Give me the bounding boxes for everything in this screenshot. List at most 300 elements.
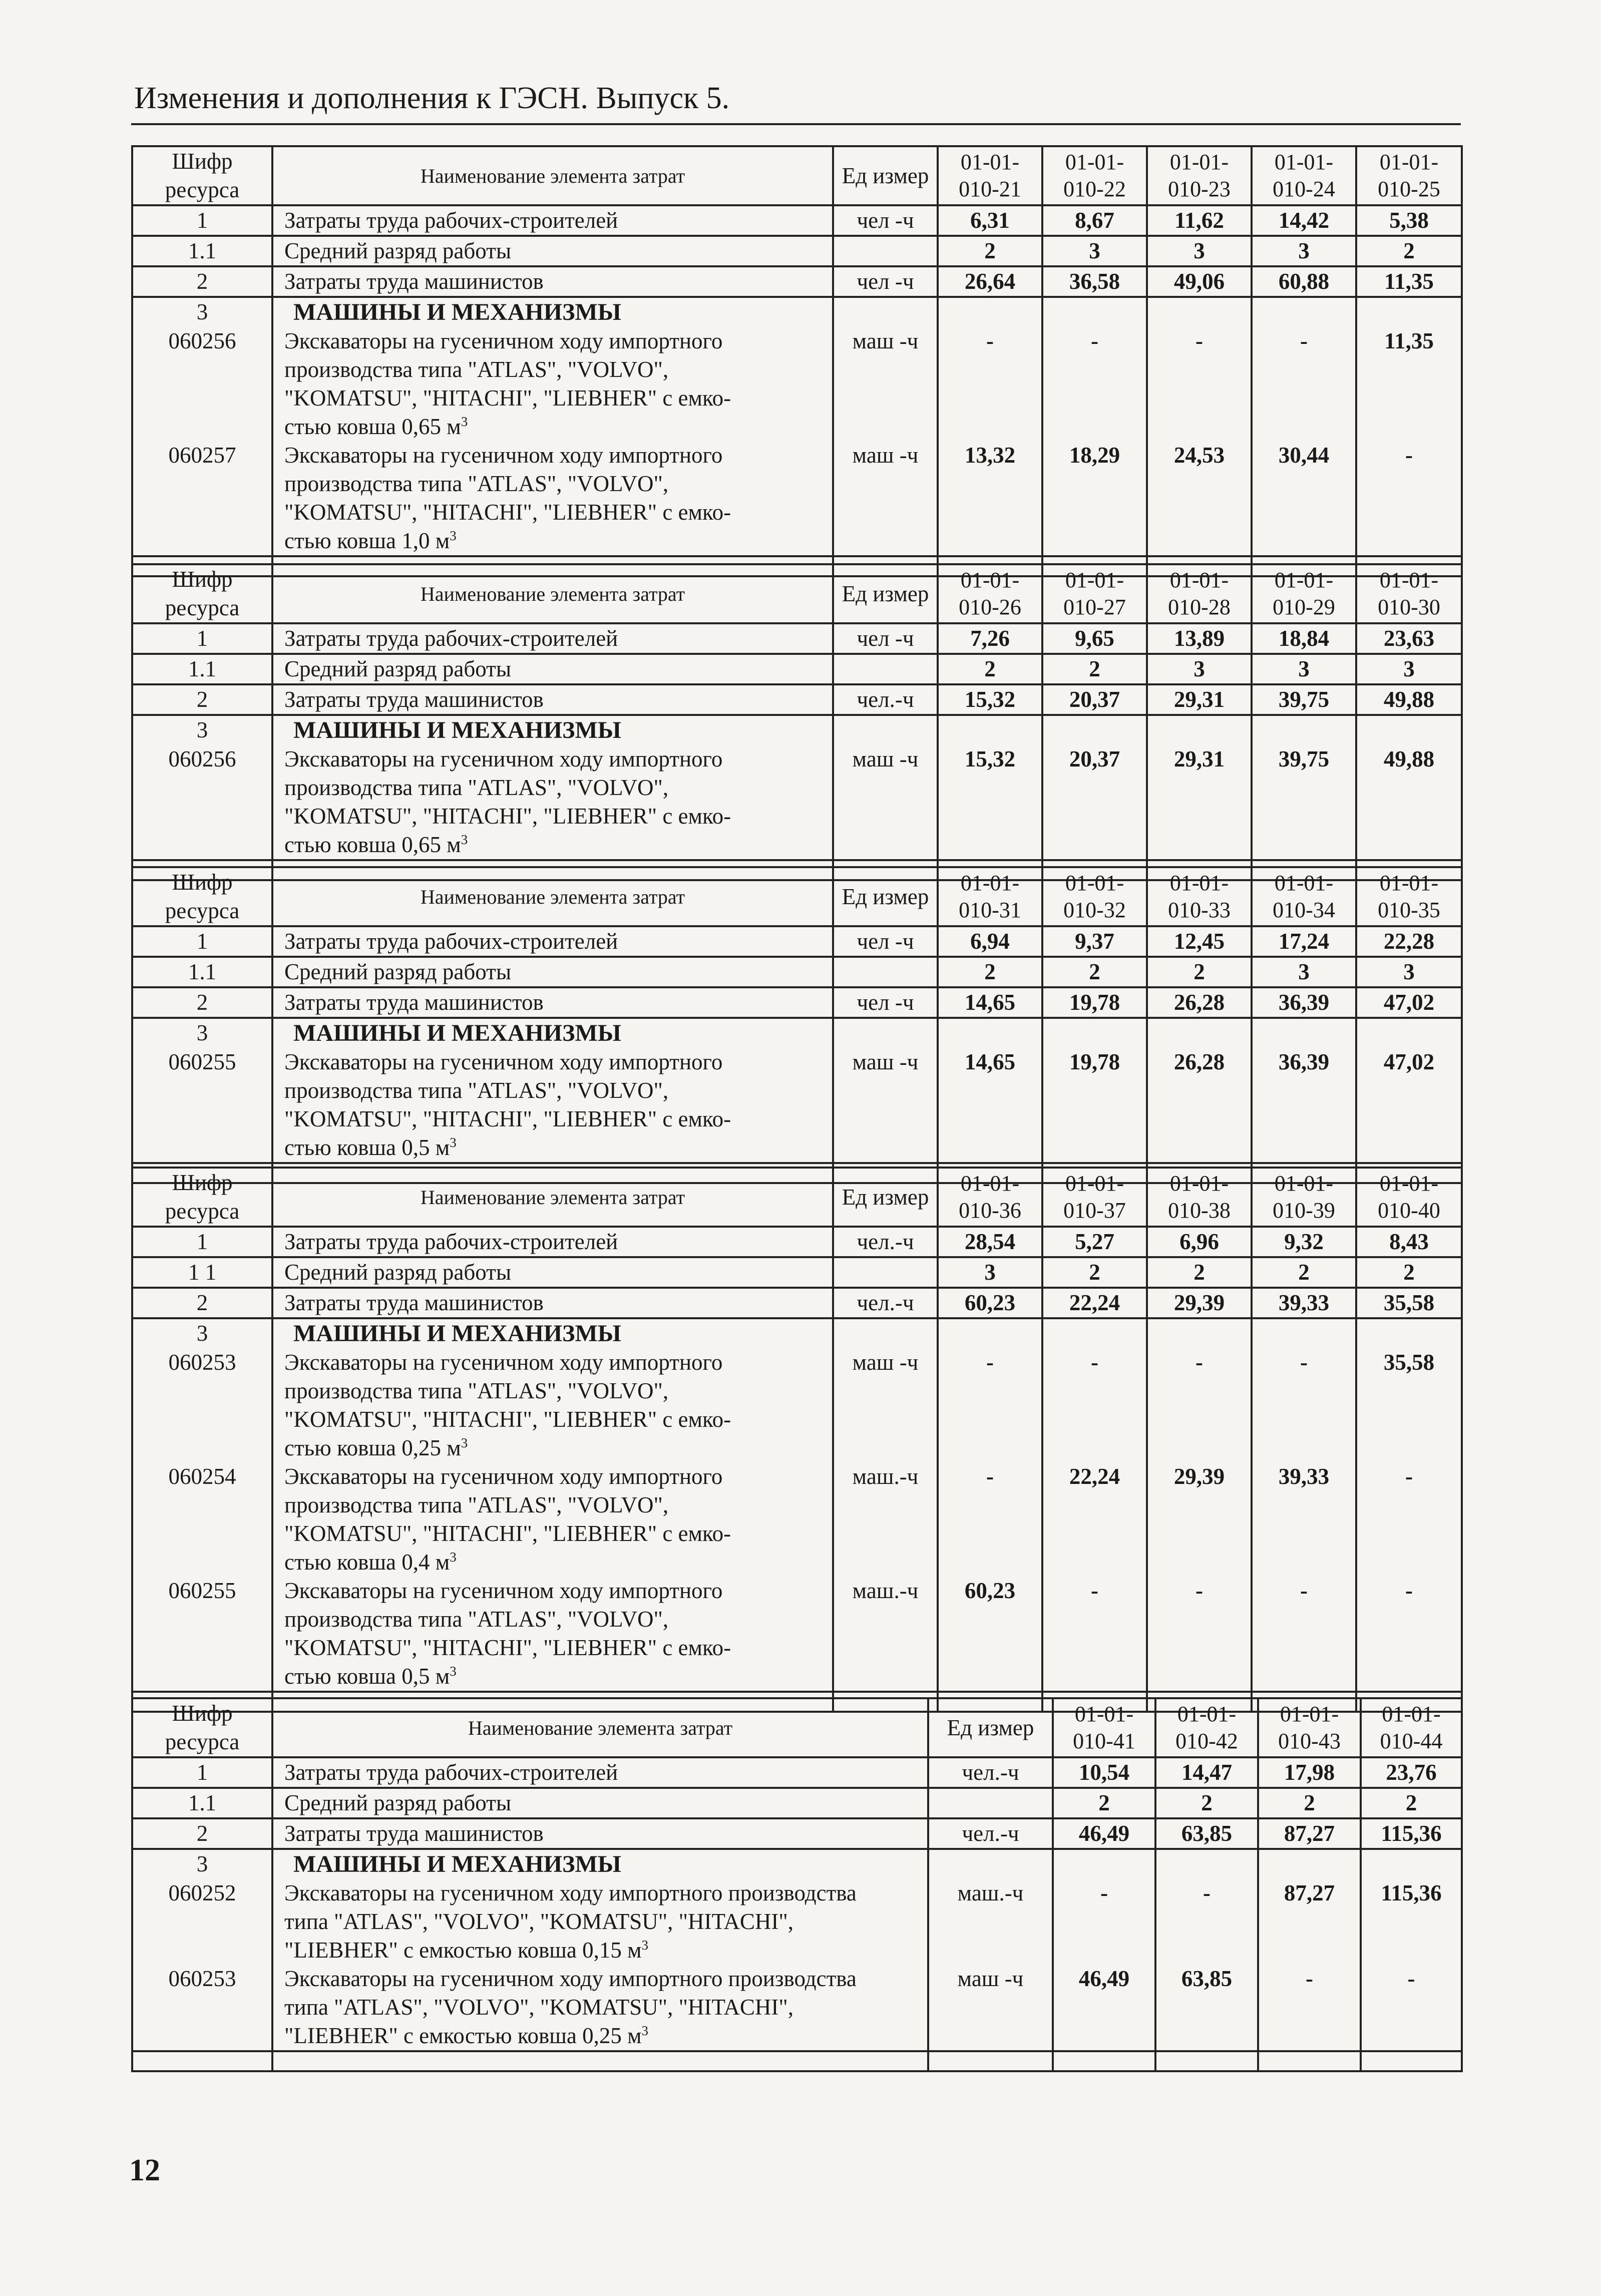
norm-value: 2 <box>938 654 1042 684</box>
text-line: 01-01- <box>1379 1171 1439 1196</box>
column-header-code: Шифр ресурса <box>132 146 272 205</box>
column-header-code: Шифр ресурса <box>132 564 272 623</box>
section-title-text: МАШИНЫ И МЕХАНИЗМЫ <box>293 299 621 325</box>
norm-value <box>1252 1018 1356 1048</box>
table-row <box>132 987 1462 1018</box>
unit-of-measure: маш -ч <box>833 745 938 860</box>
text-line: 01-01- <box>1065 150 1124 174</box>
norm-value <box>938 297 1042 327</box>
resource-code: 3 <box>132 297 272 327</box>
text-line: Затраты труда рабочих-строителей <box>284 1229 618 1254</box>
column-header-norm-code <box>938 146 1042 205</box>
column-header-unit: Ед измер <box>833 146 938 205</box>
cost-element-name <box>272 1818 928 1849</box>
norm-value: 30,44 <box>1252 441 1356 556</box>
text-line: 01-01- <box>1065 871 1124 895</box>
norm-value: 26,28 <box>1147 1048 1252 1163</box>
section-title <box>272 297 833 327</box>
norm-value: 3 <box>1147 654 1252 684</box>
column-header-name: Наименование элемента затрат <box>272 1698 928 1757</box>
text-line: 010-30 <box>1378 595 1440 619</box>
norm-value: 2 <box>1252 1257 1356 1288</box>
table-row <box>132 1348 1462 1462</box>
text-line: Затраты труда машинистов <box>284 1821 544 1846</box>
cost-element-name <box>272 441 833 556</box>
norm-value: 9,65 <box>1042 623 1147 654</box>
table-header-row <box>132 564 1462 623</box>
norm-value <box>1042 715 1147 745</box>
norm-value: 39,33 <box>1252 1462 1356 1577</box>
norm-value: 24,53 <box>1147 441 1252 556</box>
norm-value <box>1155 1849 1258 1879</box>
norm-value: 14,47 <box>1155 1757 1258 1788</box>
norm-value: 11,35 <box>1356 266 1462 297</box>
cubic-superscript: 3 <box>461 832 468 847</box>
text-line: "KOMATSU", "HITACHI", "LIEBHER" с емко- <box>284 1635 731 1660</box>
norm-value: 3 <box>1042 236 1147 266</box>
norm-value: - <box>1053 1879 1155 1965</box>
resource-code: 3 <box>132 1018 272 1048</box>
text-line: производства типа "ATLAS", "VOLVO", <box>284 1078 669 1103</box>
text-line: "LIEBHER" с емкостью ковша 0,25 м <box>284 2023 642 2048</box>
norm-value: 87,27 <box>1258 1879 1361 1965</box>
unit-of-measure: чел.-ч <box>833 1227 938 1257</box>
section-title-text: МАШИНЫ И МЕХАНИЗМЫ <box>293 1020 621 1046</box>
text-line: 01-01- <box>1074 1702 1134 1726</box>
text-line: стью ковша 0,5 м <box>284 1135 450 1160</box>
text-line: "KOMATSU", "HITACHI", "LIEBHER" с емко- <box>284 386 731 411</box>
text-line: типа "ATLAS", "VOLVO", "KOMATSU", "HITACHI", <box>284 1909 794 1934</box>
norm-value: 15,32 <box>938 684 1042 715</box>
table-tail <box>132 2051 1462 2071</box>
column-header-norm-code <box>1258 1698 1361 1757</box>
text-line: Затраты труда рабочих-строителей <box>284 626 618 651</box>
norm-value <box>1356 297 1462 327</box>
norm-value <box>1356 715 1462 745</box>
text-line: стью ковша 0,4 м <box>284 1550 450 1575</box>
table-row <box>132 745 1462 860</box>
table-row <box>132 1577 1462 1692</box>
norm-value: 2 <box>1053 1788 1155 1818</box>
resource-code: 060253 <box>132 1965 272 2051</box>
unit-of-measure: чел.-ч <box>928 1757 1053 1788</box>
norm-value: 115,36 <box>1361 1879 1462 1965</box>
text-line: 01-01- <box>1169 568 1229 592</box>
resource-code: 060254 <box>132 1462 272 1577</box>
cost-element-name <box>272 745 833 860</box>
norm-value <box>1147 297 1252 327</box>
cubic-superscript: 3 <box>450 1664 457 1679</box>
norm-value: - <box>1252 1348 1356 1462</box>
norm-value: 3 <box>1147 236 1252 266</box>
text-line: производства типа "ATLAS", "VOLVO", <box>284 775 669 800</box>
norm-value: 2 <box>1155 1788 1258 1818</box>
norm-value: 10,54 <box>1053 1757 1155 1788</box>
table-row <box>132 1048 1462 1163</box>
norm-value <box>1053 1849 1155 1879</box>
norm-value: 20,37 <box>1042 684 1147 715</box>
norm-value: 22,28 <box>1356 926 1462 957</box>
unit-of-measure: чел.-ч <box>833 684 938 715</box>
column-header-norm-code <box>938 1168 1042 1227</box>
norm-value: 2 <box>1147 957 1252 987</box>
norm-value: 2 <box>1356 236 1462 266</box>
section-title-text: МАШИНЫ И МЕХАНИЗМЫ <box>293 1851 621 1877</box>
resource-code: 2 <box>132 987 272 1018</box>
cost-element-name <box>272 1048 833 1163</box>
text-line: 01-01- <box>1274 568 1334 592</box>
norm-value: 18,29 <box>1042 441 1147 556</box>
norm-value: 2 <box>1147 1257 1252 1288</box>
norm-value: - <box>1042 1577 1147 1692</box>
norm-value: - <box>1147 327 1252 441</box>
text-line: 010-31 <box>959 898 1021 922</box>
column-header-norm-code <box>938 867 1042 926</box>
text-line: производства типа "ATLAS", "VOLVO", <box>284 471 669 496</box>
empty-cell <box>1258 2051 1361 2071</box>
norm-value: 2 <box>938 957 1042 987</box>
norm-value: 60,23 <box>938 1288 1042 1318</box>
column-header-name: Наименование элемента затрат <box>272 146 833 205</box>
norm-value: - <box>1356 441 1462 556</box>
text-line: Средний разряд работы <box>284 238 512 263</box>
text-line: 01-01- <box>1379 150 1439 174</box>
norm-value: 2 <box>1361 1788 1462 1818</box>
resource-code: 1 <box>132 205 272 236</box>
text-line: стью ковша 0,5 м <box>284 1664 450 1689</box>
norm-value: 6,31 <box>938 205 1042 236</box>
text-line: 01-01- <box>1065 568 1124 592</box>
norm-value: 9,37 <box>1042 926 1147 957</box>
text-line: 01-01- <box>960 568 1020 592</box>
table-row <box>132 1788 1462 1818</box>
text-line: 010-27 <box>1063 595 1126 619</box>
column-header-norm-code <box>1042 867 1147 926</box>
norm-value: 39,33 <box>1252 1288 1356 1318</box>
cost-element-name <box>272 623 833 654</box>
norm-value: 19,78 <box>1042 987 1147 1018</box>
text-line: 010-32 <box>1063 898 1126 922</box>
text-line: Средний разряд работы <box>284 1260 512 1285</box>
norm-value <box>938 1018 1042 1048</box>
norm-value: 23,76 <box>1361 1757 1462 1788</box>
table-row <box>132 623 1462 654</box>
norm-value: 19,78 <box>1042 1048 1147 1163</box>
text-line: 01-01- <box>1382 1702 1441 1726</box>
text-line: стью ковша 1,0 м <box>284 528 450 553</box>
text-line: 010-36 <box>959 1198 1021 1223</box>
norm-value: - <box>938 1462 1042 1577</box>
unit-of-measure <box>833 957 938 987</box>
table-header-row <box>132 1698 1462 1757</box>
unit-of-measure <box>833 1018 938 1048</box>
text-line: 01-01- <box>1065 1171 1124 1196</box>
text-line: типа "ATLAS", "VOLVO", "KOMATSU", "HITACHI", <box>284 1995 794 2020</box>
text-line: 010-37 <box>1063 1198 1126 1223</box>
norm-value: 49,88 <box>1356 745 1462 860</box>
section-title <box>272 1849 928 1879</box>
unit-of-measure: маш -ч <box>833 1348 938 1462</box>
norm-value: 60,23 <box>938 1577 1042 1692</box>
table-row <box>132 236 1462 266</box>
cost-element-name <box>272 205 833 236</box>
resource-code: 1.1 <box>132 1788 272 1818</box>
text-line: "KOMATSU", "HITACHI", "LIEBHER" с емко- <box>284 1106 731 1131</box>
text-line: 010-42 <box>1175 1729 1238 1753</box>
cost-element-name <box>272 1288 833 1318</box>
unit-of-measure <box>833 1257 938 1288</box>
text-line: 01-01- <box>1280 1702 1339 1726</box>
norm-value <box>1356 1018 1462 1048</box>
norm-value: 7,26 <box>938 623 1042 654</box>
cost-element-name <box>272 1965 928 2051</box>
norm-value: 29,39 <box>1147 1462 1252 1577</box>
norm-value: - <box>1258 1965 1361 2051</box>
norm-value <box>1356 1318 1462 1348</box>
section-title-text: МАШИНЫ И МЕХАНИЗМЫ <box>293 717 621 743</box>
text-line: Затраты труда машинистов <box>284 990 544 1015</box>
unit-of-measure: чел -ч <box>833 266 938 297</box>
table-row <box>132 1879 1462 1965</box>
text-line: 010-43 <box>1278 1729 1341 1753</box>
column-header-norm-code <box>1147 1168 1252 1227</box>
cost-element-name <box>272 684 833 715</box>
text-line: 010-39 <box>1273 1198 1335 1223</box>
norm-value: 60,88 <box>1252 266 1356 297</box>
text-line: производства типа "ATLAS", "VOLVO", <box>284 1492 669 1517</box>
table-header-row <box>132 1168 1462 1227</box>
norm-value: 8,67 <box>1042 205 1147 236</box>
section-title <box>272 1318 833 1348</box>
norm-value: 35,58 <box>1356 1348 1462 1462</box>
norm-value: 3 <box>1356 654 1462 684</box>
text-line: 01-01- <box>960 150 1020 174</box>
text-line: 010-34 <box>1273 898 1335 922</box>
norm-value: 13,32 <box>938 441 1042 556</box>
norm-value: 22,24 <box>1042 1288 1147 1318</box>
resource-code: 3 <box>132 1849 272 1879</box>
column-header-norm-code <box>1147 867 1252 926</box>
norm-value <box>1252 1318 1356 1348</box>
column-header-name: Наименование элемента затрат <box>272 1168 833 1227</box>
norm-value: - <box>938 1348 1042 1462</box>
column-header-norm-code <box>1356 564 1462 623</box>
section-title-text: МАШИНЫ И МЕХАНИЗМЫ <box>293 1320 621 1347</box>
norm-value: 29,31 <box>1147 684 1252 715</box>
unit-of-measure <box>833 654 938 684</box>
text-line: 010-26 <box>959 595 1021 619</box>
column-header-norm-code <box>938 564 1042 623</box>
resource-code: 1.1 <box>132 236 272 266</box>
text-line: стью ковша 0,65 м <box>284 832 461 857</box>
resource-code: 1.1 <box>132 957 272 987</box>
norm-value <box>1252 715 1356 745</box>
empty-cell <box>1155 2051 1258 2071</box>
unit-of-measure: маш -ч <box>833 441 938 556</box>
text-line: 01-01- <box>960 871 1020 895</box>
norm-value: 2 <box>1042 654 1147 684</box>
norm-value: 2 <box>938 236 1042 266</box>
norm-value <box>1147 1318 1252 1348</box>
unit-of-measure: маш.-ч <box>833 1577 938 1692</box>
unit-of-measure <box>928 1849 1053 1879</box>
norm-value: 39,75 <box>1252 745 1356 860</box>
section-title <box>272 1018 833 1048</box>
norm-value <box>1258 1849 1361 1879</box>
table-row <box>132 1257 1462 1288</box>
column-header-unit: Ед измер <box>833 867 938 926</box>
section-row <box>132 297 1462 327</box>
column-header-code: Шифр ресурса <box>132 1698 272 1757</box>
norm-value: 115,36 <box>1361 1818 1462 1849</box>
text-line: Затраты труда машинистов <box>284 1290 544 1315</box>
norm-value: - <box>1361 1965 1462 2051</box>
text-line: 010-25 <box>1378 177 1440 201</box>
norm-value: - <box>938 327 1042 441</box>
column-header-norm-code <box>1053 1698 1155 1757</box>
norm-value: 46,49 <box>1053 1965 1155 2051</box>
text-line: 010-38 <box>1168 1198 1231 1223</box>
cost-element-name <box>272 957 833 987</box>
unit-of-measure: чел.-ч <box>833 1288 938 1318</box>
norm-value <box>1147 715 1252 745</box>
table-header-row <box>132 867 1462 926</box>
norm-value: 23,63 <box>1356 623 1462 654</box>
page-header: Изменения и дополнения к ГЭСН. Выпуск 5. <box>134 81 730 115</box>
norm-value: 26,28 <box>1147 987 1252 1018</box>
cubic-superscript: 3 <box>450 1550 457 1565</box>
norm-value: 36,39 <box>1252 987 1356 1018</box>
norm-value: 3 <box>1252 957 1356 987</box>
table-header-row <box>132 146 1462 205</box>
text-line: 01-01- <box>1274 150 1334 174</box>
text-line: 010-35 <box>1378 898 1440 922</box>
column-header-norm-code <box>1147 146 1252 205</box>
norm-value: 14,65 <box>938 987 1042 1018</box>
text-line: "KOMATSU", "HITACHI", "LIEBHER" с емко- <box>284 1521 731 1546</box>
unit-of-measure <box>833 1318 938 1348</box>
norm-value: - <box>1147 1577 1252 1692</box>
norm-value <box>938 1318 1042 1348</box>
resource-code: 060255 <box>132 1048 272 1163</box>
norm-value: 2 <box>1356 1257 1462 1288</box>
resource-code: 060253 <box>132 1348 272 1462</box>
norm-value: - <box>1155 1879 1258 1965</box>
unit-of-measure: чел -ч <box>833 205 938 236</box>
unit-of-measure <box>833 236 938 266</box>
text-line: Средний разряд работы <box>284 959 512 984</box>
text-line: 01-01- <box>1274 1171 1334 1196</box>
empty-cell <box>1053 2051 1155 2071</box>
unit-of-measure: маш -ч <box>833 327 938 441</box>
cubic-superscript: 3 <box>461 1435 468 1450</box>
norm-value: 8,43 <box>1356 1227 1462 1257</box>
header-rule <box>131 123 1461 125</box>
section-row <box>132 1318 1462 1348</box>
norm-value: 3 <box>938 1257 1042 1288</box>
norm-value: 9,32 <box>1252 1227 1356 1257</box>
norm-value: 3 <box>1356 957 1462 987</box>
norm-value: 12,45 <box>1147 926 1252 957</box>
norm-value: 28,54 <box>938 1227 1042 1257</box>
text-line: 010-40 <box>1378 1198 1440 1223</box>
table-row <box>132 1757 1462 1788</box>
page-number: 12 <box>129 2153 160 2187</box>
resource-code: 060256 <box>132 745 272 860</box>
table-row <box>132 1227 1462 1257</box>
text-line: 01-01- <box>1177 1702 1237 1726</box>
norm-value: 3 <box>1252 654 1356 684</box>
norm-value: 5,38 <box>1356 205 1462 236</box>
norm-value: 49,88 <box>1356 684 1462 715</box>
column-header-unit: Ед измер <box>833 564 938 623</box>
empty-cell <box>272 2051 928 2071</box>
resource-code: 3 <box>132 1318 272 1348</box>
norm-value: 63,85 <box>1155 1965 1258 2051</box>
text-line: 01-01- <box>1169 150 1229 174</box>
norm-value: 22,24 <box>1042 1462 1147 1577</box>
column-header-norm-code <box>1042 564 1147 623</box>
cubic-superscript: 3 <box>450 1135 457 1150</box>
norm-value: 14,65 <box>938 1048 1042 1163</box>
text-line: Экскаваторы на гусеничном ходу импортного <box>284 328 723 353</box>
norm-value: 46,49 <box>1053 1818 1155 1849</box>
norm-value: 29,39 <box>1147 1288 1252 1318</box>
empty-cell <box>1361 2051 1462 2071</box>
norm-value: 6,96 <box>1147 1227 1252 1257</box>
table-row <box>132 654 1462 684</box>
unit-of-measure: чел -ч <box>833 623 938 654</box>
text-line: производства типа "ATLAS", "VOLVO", <box>284 1378 669 1403</box>
text-line: Средний разряд работы <box>284 656 512 681</box>
cost-element-name <box>272 236 833 266</box>
text-line: производства типа "ATLAS", "VOLVO", <box>284 1607 669 1632</box>
cost-element-name <box>272 1462 833 1577</box>
empty-cell <box>928 2051 1053 2071</box>
cost-element-name <box>272 1227 833 1257</box>
unit-of-measure <box>928 1788 1053 1818</box>
text-line: Экскаваторы на гусеничном ходу импортного <box>284 443 723 468</box>
text-line: 010-33 <box>1168 898 1231 922</box>
resource-code: 060257 <box>132 441 272 556</box>
norm-value: 29,31 <box>1147 745 1252 860</box>
norm-value: 18,84 <box>1252 623 1356 654</box>
norm-value: 5,27 <box>1042 1227 1147 1257</box>
norm-value <box>1042 1318 1147 1348</box>
unit-of-measure <box>833 715 938 745</box>
text-line: 01-01- <box>1169 871 1229 895</box>
text-line: "LIEBHER" с емкостью ковша 0,15 м <box>284 1938 642 1963</box>
norm-value <box>1042 1018 1147 1048</box>
text-line: 010-21 <box>959 177 1021 201</box>
norm-value <box>1252 297 1356 327</box>
column-header-unit: Ед измер <box>928 1698 1053 1757</box>
table-row <box>132 327 1462 441</box>
resource-code: 2 <box>132 266 272 297</box>
column-header-norm-code <box>1356 146 1462 205</box>
text-line: производства типа "ATLAS", "VOLVO", <box>284 357 669 382</box>
norm-value: 6,94 <box>938 926 1042 957</box>
unit-of-measure: чел.-ч <box>928 1818 1053 1849</box>
cost-element-name <box>272 1788 928 1818</box>
resource-code: 2 <box>132 684 272 715</box>
norm-value: 35,58 <box>1356 1288 1462 1318</box>
text-line: 010-28 <box>1168 595 1231 619</box>
column-header-norm-code <box>1147 564 1252 623</box>
norm-value: 63,85 <box>1155 1818 1258 1849</box>
norm-value: 3 <box>1252 236 1356 266</box>
resource-code: 2 <box>132 1818 272 1849</box>
